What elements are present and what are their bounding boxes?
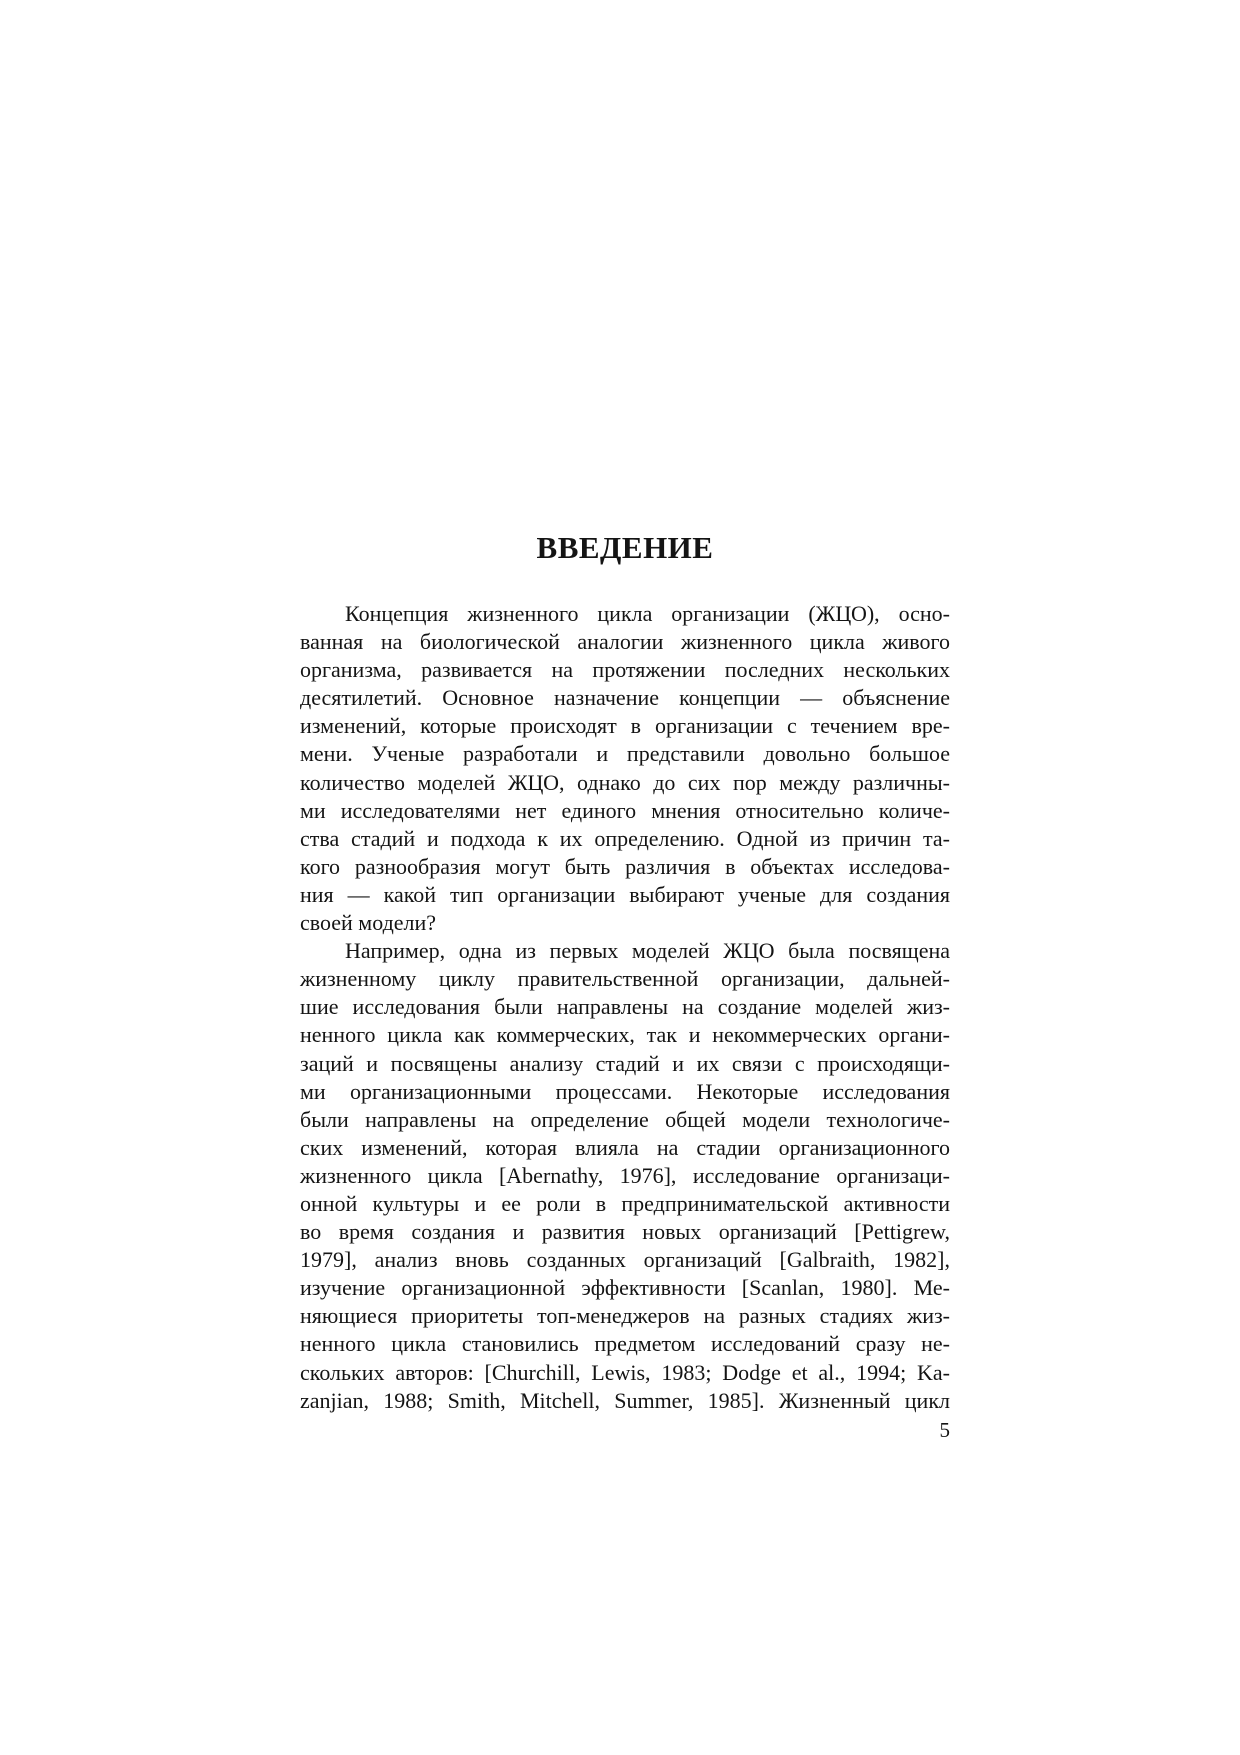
text-line: ских изменений, которая влияла на стадии организационного	[300, 1134, 950, 1160]
text-line: десятилетий. Основное назначение концепции — объяснение	[300, 685, 950, 711]
text-line: своей модели?	[300, 910, 437, 936]
text-line: 1979], анализ вновь созданных организаций [Galbraith, 1982],	[300, 1247, 950, 1273]
text-line: ненного цикла становились предметом исследований сразу не-	[300, 1331, 950, 1357]
text-line: изменений, которые происходят в организации с течением вре-	[300, 713, 950, 739]
body-text	[300, 600, 950, 1415]
text-line: во время создания и развития новых организаций [Pettigrew,	[300, 1219, 950, 1245]
text-line: скольких авторов: [Churchill, Lewis, 1983; Dodge et al., 1994; Ka-	[300, 1359, 950, 1385]
text-line: жизненному циклу правительственной организации, дальней-	[300, 966, 950, 992]
text-line: онной культуры и ее роли в предпринимательской активности	[300, 1190, 950, 1216]
text-line: ванная на биологической аналогии жизненного цикла живого	[300, 629, 950, 655]
text-line: изучение организационной эффективности [Scanlan, 1980]. Ме-	[300, 1275, 950, 1301]
text-line: zanjian, 1988; Smith, Mitchell, Summer, 1985]. Жизненный цикл	[300, 1387, 950, 1413]
text-line: жизненного цикла [Abernathy, 1976], исследование организаци-	[300, 1162, 950, 1188]
text-line: ства стадий и подхода к их определению. Одной из причин та-	[300, 825, 950, 851]
text-line: количество моделей ЖЦО, однако до сих пор между различны-	[300, 769, 950, 795]
chapter-heading: ВВЕДЕНИЕ	[536, 530, 714, 565]
text-line: няющиеся приоритеты топ-менеджеров на разных стадиях жиз-	[300, 1303, 950, 1329]
text-line: были направлены на определение общей модели технологиче-	[300, 1106, 950, 1132]
text-line: кого разнообразия могут быть различия в объектах исследова-	[300, 853, 950, 879]
text-line: Концепция жизненного цикла организации (ЖЦО), осно-	[345, 601, 950, 626]
text-line: ми организационными процессами. Некоторые исследования	[300, 1078, 950, 1104]
text-line: шие исследования были направлены на создание моделей жиз-	[300, 994, 950, 1020]
text-line: организма, развивается на протяжении последних нескольких	[300, 657, 950, 683]
text-line: Например, одна из первых моделей ЖЦО была посвящена	[345, 938, 950, 964]
text-line: ния — какой тип организации выбирают ученые для создания	[300, 881, 950, 907]
text-line: мени. Ученые разработали и представили довольно большое	[300, 741, 950, 767]
text-line: заций и посвящены анализу стадий и их связи с происходящи-	[300, 1050, 950, 1076]
text-line: ми исследователями нет единого мнения относительно количе-	[300, 797, 950, 823]
page-number: 5	[939, 1418, 950, 1442]
text-line: ненного цикла как коммерческих, так и некоммерческих органи-	[300, 1022, 950, 1048]
